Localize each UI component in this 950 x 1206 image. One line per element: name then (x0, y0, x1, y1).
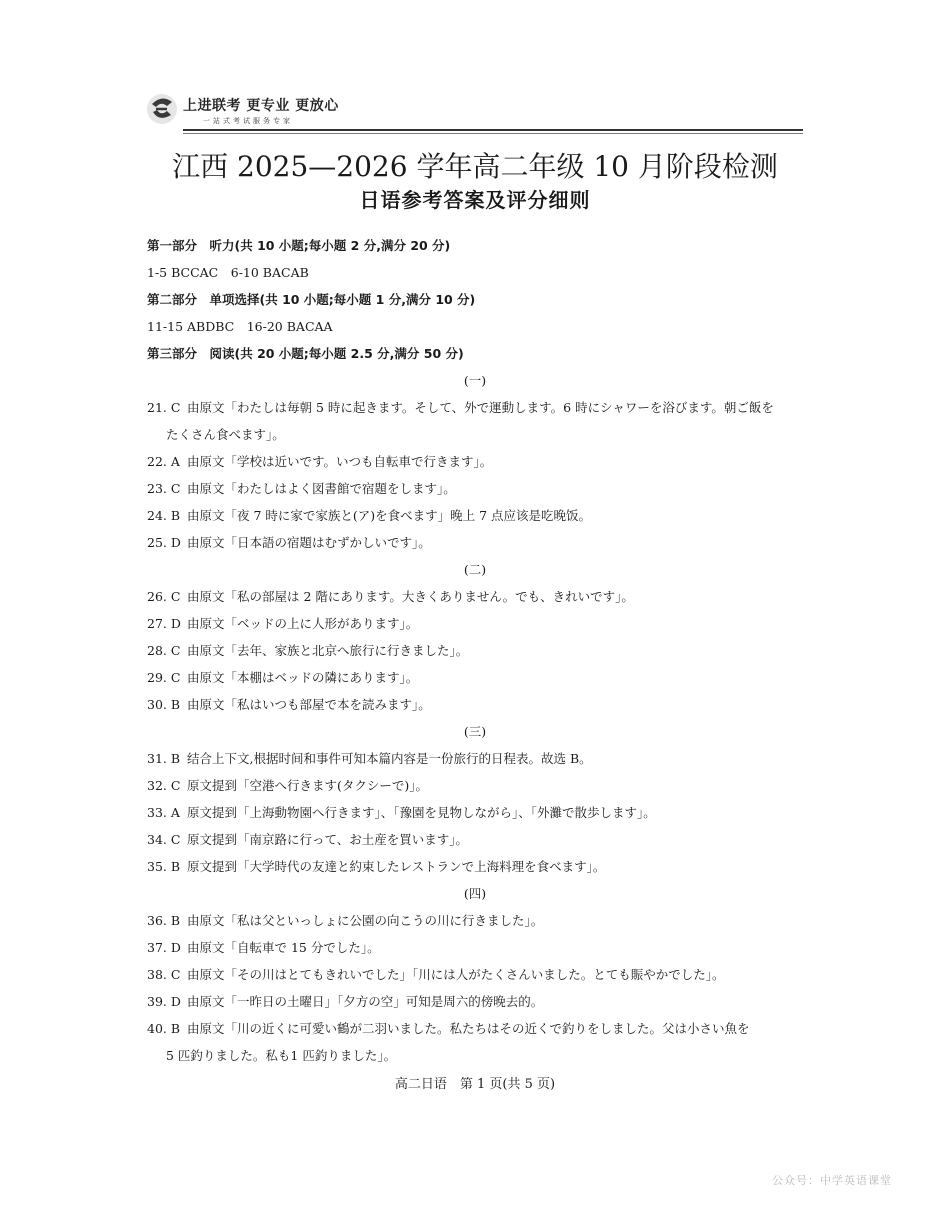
answer-item (147, 857, 605, 875)
item-number: 22. A (147, 454, 180, 469)
answer-item (147, 614, 418, 632)
answer-item (147, 695, 431, 713)
item-explanation: 由原文「わたしは毎朝 5 時に起きます。そして、外で運動します。6 時にシャワーを浴びます。朝ご飯を (187, 400, 774, 415)
answer-item (147, 587, 634, 605)
item-explanation: 原文提到「空港へ行きます(タクシーで)」。 (187, 778, 429, 793)
item-number: 38. C (147, 967, 181, 982)
part1-answers: 1-5 BCCAC 6-10 BACAB (147, 265, 309, 280)
item-explanation: 由原文「私はいつも部屋で本を読みます」。 (187, 697, 431, 712)
item-explanation: 由原文「ベッドの上に人形があります」。 (187, 616, 419, 631)
item-explanation: 由原文「一昨日の土曜日」「夕方の空」可知是周六的傍晚去的。 (187, 994, 544, 1009)
part2-answers: 11-15 ABDBC 16-20 BACAA (147, 319, 333, 334)
answer-item (147, 398, 774, 416)
item-explanation-cont: たくさん食べます」。 (166, 427, 285, 442)
answer-item (147, 992, 543, 1010)
item-number: 26. C (147, 589, 181, 604)
item-number: 28. C (147, 643, 181, 658)
item-explanation: 由原文「わたしはよく図書館で宿題をします」。 (187, 481, 456, 496)
item-explanation: 由原文「日本語の宿題はむずかしいです」。 (187, 535, 431, 550)
item-number: 40. B (147, 1021, 181, 1036)
answer-item (147, 803, 656, 821)
answer-item (147, 479, 456, 497)
answer-item (147, 749, 592, 767)
brand-subslogan: 一站式考试服务专家 (203, 117, 293, 125)
item-explanation: 原文提到「大学時代の友達と約束したレストランで上海料理を食べます」。 (187, 859, 606, 874)
page-header (145, 88, 803, 134)
item-number: 27. D (147, 616, 181, 631)
page-title: 江西 2025—2026 学年高二年级 10 月阶段检测 (172, 150, 778, 183)
item-number: 36. B (147, 913, 181, 928)
answer-item (147, 938, 380, 956)
brand-slogan: 上进联考 更专业 更放心 (183, 98, 339, 114)
answer-item (147, 1019, 750, 1037)
item-explanation: 原文提到「南京路に行って、お土産を買います」。 (187, 832, 469, 847)
item-number: 31. B (147, 751, 181, 766)
section-label: (一) (463, 373, 487, 388)
item-explanation: 由原文「私の部屋は 2 階にあります。大きくありません。でも、きれいです」。 (187, 589, 634, 604)
item-number: 33. A (147, 805, 180, 820)
section-label: (四) (463, 886, 487, 901)
watermark: 公众号：中学英语课堂 (772, 1174, 892, 1187)
part2-heading: 第二部分 单项选择(共 10 小题;每小题 1 分,满分 10 分) (147, 292, 476, 307)
answer-item (147, 533, 431, 551)
item-explanation: 原文提到「上海動物園へ行きます」、「豫園を見物しながら」、「外灘で散歩します」。 (187, 805, 656, 820)
section-label: (二) (463, 562, 487, 577)
item-number: 37. D (147, 940, 181, 955)
answer-item (147, 911, 543, 929)
part3-heading: 第三部分 阅读(共 20 小题;每小题 2.5 分,满分 50 分) (147, 346, 464, 361)
item-number: 24. B (147, 508, 181, 523)
item-number: 34. C (147, 832, 181, 847)
item-explanation: 由原文「本棚はベッドの隣にあります」。 (187, 670, 419, 685)
item-explanation: 结合上下文,根据时间和事件可知本篇内容是一份旅行的日程表。故选 B。 (187, 751, 592, 766)
item-number: 23. C (147, 481, 181, 496)
page-subtitle: 日语参考答案及评分细则 (359, 188, 591, 212)
item-explanation: 由原文「夜 7 時に家で家族と(ア)を食べます」晚上 7 点应该是吃晚饭。 (187, 508, 592, 523)
item-number: 25. D (147, 535, 181, 550)
item-number: 35. B (147, 859, 181, 874)
item-number: 32. C (147, 778, 181, 793)
brand-logo-icon (145, 92, 179, 126)
answer-item (147, 830, 468, 848)
item-number: 30. B (147, 697, 181, 712)
answer-item (147, 452, 492, 470)
item-explanation: 由原文「その川はとてもきれいでした」「川には人がたくさんいました。とても賑やかでした」。 (187, 967, 725, 982)
answer-item (147, 965, 725, 983)
item-number: 39. D (147, 994, 181, 1009)
item-explanation: 由原文「学校は近いです。いつも自転車で行きます」。 (187, 454, 493, 469)
item-explanation: 由原文「川の近くに可愛い鶴が二羽いました。私たちはその近くで釣りをしました。父は小さい魚を (187, 1021, 750, 1036)
item-explanation-cont: 5 匹釣りました。私も1 匹釣りました」。 (166, 1048, 397, 1063)
answer-item (147, 641, 468, 659)
item-explanation: 由原文「私は父といっしょに公園の向こうの川に行きました」。 (187, 913, 544, 928)
answer-item (147, 506, 591, 524)
header-rule-thin (183, 133, 803, 134)
header-rule (183, 129, 803, 131)
section-label: (三) (463, 724, 487, 739)
item-explanation: 由原文「自転車で 15 分でした」。 (187, 940, 380, 955)
item-explanation: 由原文「去年、家族と北京へ旅行に行きました」。 (187, 643, 469, 658)
item-number: 21. C (147, 400, 181, 415)
answer-item (147, 668, 418, 686)
page-footer: 高二日语 第 1 页(共 5 页) (394, 1077, 556, 1092)
answer-item (147, 776, 428, 794)
part1-heading: 第一部分 听力(共 10 小题;每小题 2 分,满分 20 分) (147, 238, 451, 253)
item-number: 29. C (147, 670, 181, 685)
